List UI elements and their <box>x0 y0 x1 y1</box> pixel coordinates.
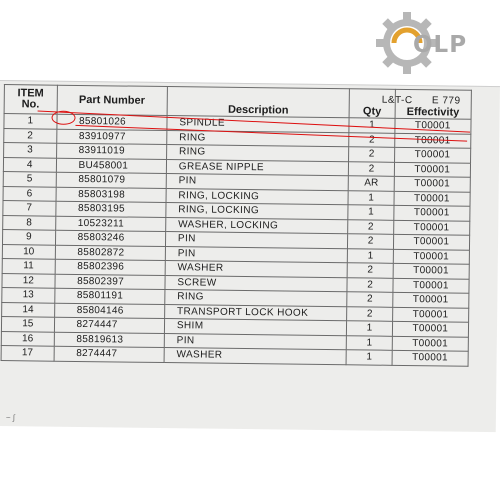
item-no-cell: 15 <box>1 317 54 332</box>
company-logo <box>368 6 498 86</box>
col-effectivity: Effectivity <box>395 89 472 119</box>
description-cell: RING <box>165 290 348 307</box>
qty-cell: 2 <box>347 277 393 292</box>
part-number-cell: 85801079 <box>56 172 166 188</box>
part-number-cell: 85804146 <box>54 303 164 319</box>
description-cell: WASHER <box>165 261 348 278</box>
effectivity-cell: T00001 <box>393 278 469 293</box>
item-no-cell: 17 <box>1 346 54 361</box>
effectivity-cell: T00001 <box>392 321 468 336</box>
col-description: Description <box>167 87 350 118</box>
description-cell: SPINDLE <box>167 116 350 133</box>
part-number-cell: 85802396 <box>55 259 165 275</box>
description-cell: SCREW <box>165 275 348 292</box>
scribble-mark: ~ ∫ <box>5 413 16 423</box>
part-number-cell: BU458001 <box>56 158 166 174</box>
effectivity-cell: T00001 <box>394 191 470 206</box>
description-cell: RING, LOCKING <box>166 188 349 205</box>
description-cell: TRANSPORT LOCK HOOK <box>164 304 347 321</box>
part-number-cell: 85803198 <box>56 187 166 203</box>
description-cell: RING, LOCKING <box>166 203 349 220</box>
part-number-cell: 85802397 <box>55 274 165 290</box>
effectivity-cell: T00001 <box>393 234 469 249</box>
effectivity-cell: T00001 <box>393 220 469 235</box>
col-qty: Qty <box>349 89 395 119</box>
effectivity-cell: T00001 <box>393 263 469 278</box>
item-no-cell: 1 <box>4 114 57 129</box>
qty-cell: 1 <box>346 350 392 365</box>
item-no-cell: 11 <box>2 259 55 274</box>
item-no-cell: 14 <box>2 302 55 317</box>
qty-cell: 1 <box>349 118 395 133</box>
item-no-cell: 7 <box>3 201 56 216</box>
qty-cell: 1 <box>348 248 394 263</box>
part-number-cell: 83910977 <box>56 129 166 145</box>
effectivity-cell: T00001 <box>394 133 470 148</box>
effectivity-cell: T00001 <box>394 162 470 177</box>
effectivity-cell: T00001 <box>392 336 468 351</box>
doc-code-left: L&T-C <box>381 94 413 107</box>
qty-cell: 2 <box>349 161 395 176</box>
part-number-cell: 85801026 <box>56 114 166 130</box>
item-no-cell: 2 <box>4 128 57 143</box>
description-cell: SHIM <box>164 319 347 336</box>
part-number-cell: 8274447 <box>54 346 164 362</box>
description-cell: WASHER, LOCKING <box>166 217 349 234</box>
item-no-cell: 16 <box>1 331 54 346</box>
qty-cell: 2 <box>349 132 395 147</box>
effectivity-cell: T00001 <box>392 350 468 365</box>
item-no-cell: 4 <box>3 157 56 172</box>
description-cell: PIN <box>165 232 348 249</box>
item-no-cell: 10 <box>2 244 55 259</box>
qty-cell: AR <box>349 176 395 191</box>
item-no-cell: 6 <box>3 186 56 201</box>
description-cell: RING <box>166 145 349 162</box>
description-cell: RING <box>167 130 350 147</box>
description-cell: PIN <box>166 174 349 191</box>
part-number-cell: 10523211 <box>55 216 165 232</box>
part-number-cell: 85819613 <box>54 332 164 348</box>
item-no-cell: 9 <box>2 230 55 245</box>
effectivity-cell: T00001 <box>394 147 470 162</box>
item-no-cell: 8 <box>3 215 56 230</box>
qty-cell: 1 <box>347 335 393 350</box>
description-cell: GREASE NIPPLE <box>166 159 349 176</box>
item-no-cell: 12 <box>2 273 55 288</box>
item-no-cell: 3 <box>4 143 57 158</box>
effectivity-cell: T00001 <box>394 205 470 220</box>
part-number-cell: 85801191 <box>54 288 164 304</box>
logo-text: OLP <box>413 32 468 58</box>
part-number-cell: 83911019 <box>56 143 166 159</box>
effectivity-cell: T00001 <box>392 292 468 307</box>
qty-cell: 2 <box>349 147 395 162</box>
qty-cell: 2 <box>348 219 394 234</box>
qty-cell: 1 <box>348 205 394 220</box>
qty-cell: 1 <box>348 190 394 205</box>
qty-cell: 1 <box>347 321 393 336</box>
description-cell: PIN <box>164 333 347 350</box>
part-number-cell: 8274447 <box>54 317 164 333</box>
parts-table <box>1 84 472 366</box>
item-no-cell: 5 <box>3 172 56 187</box>
effectivity-cell: T00001 <box>394 176 470 191</box>
qty-cell: 2 <box>347 263 393 278</box>
qty-cell: 2 <box>347 306 393 321</box>
effectivity-cell: T00001 <box>393 249 469 264</box>
description-cell: WASHER <box>164 348 347 365</box>
effectivity-cell: T00001 <box>395 118 471 133</box>
col-part-number: Part Number <box>57 85 168 115</box>
doc-code-right: E 779 <box>431 95 461 107</box>
description-cell: PIN <box>165 246 348 263</box>
effectivity-cell: T00001 <box>392 307 468 322</box>
col-item-no: ITEM No. <box>4 85 57 115</box>
part-number-cell: 85803195 <box>55 201 165 217</box>
parts-list-sheet <box>0 80 500 432</box>
qty-cell: 2 <box>348 234 394 249</box>
item-no-cell: 13 <box>2 288 55 303</box>
part-number-cell: 85803246 <box>55 230 165 246</box>
qty-cell: 2 <box>347 292 393 307</box>
part-number-cell: 85802872 <box>55 245 165 261</box>
